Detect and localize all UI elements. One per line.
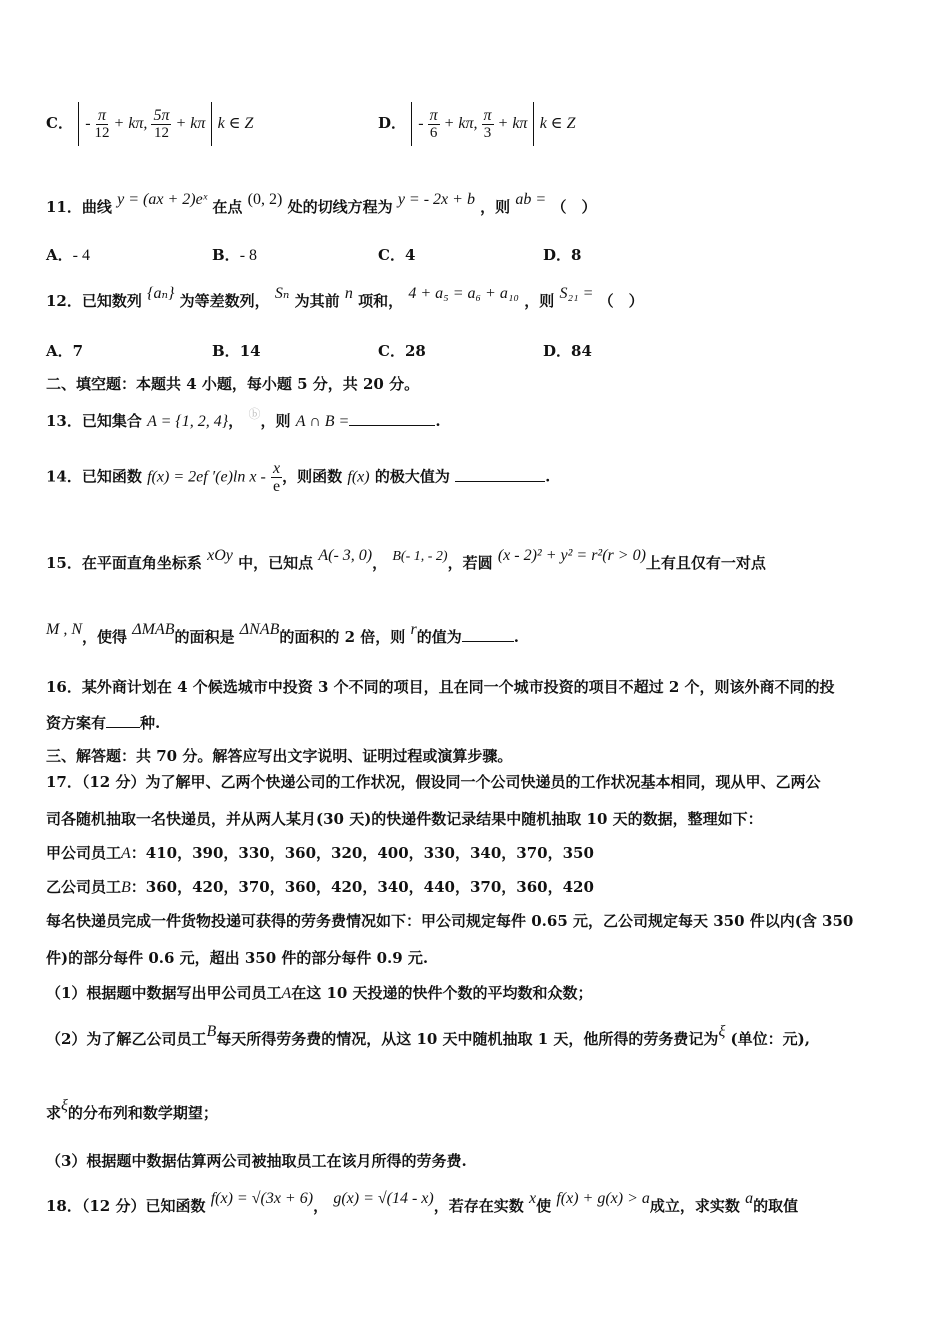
q17-p2-e: 的分布列和数学期望； bbox=[67, 1104, 218, 1122]
q17-p2-b: 每天所得劳务费的情况，从这 10 天中随机抽取 1 天，他所得的劳务费记为 bbox=[216, 1030, 719, 1048]
q18-f: f(x) = √(3x + 6) bbox=[210, 1190, 314, 1207]
q15-stem-i: 的值为 bbox=[416, 628, 462, 646]
q14-func: f(x) = 2ef ′(e)ln x - bbox=[147, 468, 266, 486]
q15-r: r bbox=[410, 621, 417, 638]
q12-cond: 4 + a₅ = a₆ + a₁₀ bbox=[408, 285, 519, 302]
q17-p2-xi: ξ bbox=[718, 1023, 726, 1040]
q11-option-d bbox=[543, 244, 581, 265]
q17-p1-b: 在这 10 天投递的快件个数的平均数和众数； bbox=[291, 984, 593, 1002]
q13-ask: A ∩ B = bbox=[295, 413, 350, 430]
q15-tri1: ΔMAB bbox=[132, 621, 175, 638]
q15-stem-f: ，使得 bbox=[82, 628, 128, 646]
q11-stem-e: （ ） bbox=[551, 198, 597, 216]
q10-d-right-num: π bbox=[483, 106, 492, 124]
q11-ask: ab = bbox=[515, 191, 547, 208]
q10-c-left-den: 12 bbox=[94, 124, 110, 141]
q13-answer-blank bbox=[349, 425, 435, 426]
q12-n: n bbox=[344, 285, 353, 302]
q17-data-yi bbox=[46, 876, 904, 897]
q10-option-c bbox=[46, 102, 253, 146]
q11-stem-c: 处的切线方程为 bbox=[287, 198, 393, 216]
q17-line1: 17．（12 分）为了解甲、乙两个快递公司的工作状况，假设同一个公司快递员的工作状况基本相同，现从甲、乙两公 bbox=[46, 773, 821, 791]
q17-p2-xi2: ξ bbox=[61, 1097, 68, 1114]
q12-stem-d: 项和， bbox=[358, 292, 404, 310]
q14-func-num: x bbox=[273, 460, 281, 477]
q14-stem-b: ，则函数 bbox=[282, 467, 343, 486]
q12-option-c bbox=[378, 340, 426, 361]
q11-option-c bbox=[378, 244, 415, 265]
q16-line2-a: 资方案有 bbox=[46, 714, 107, 732]
q13-stem-d: . bbox=[435, 412, 441, 430]
q17-p1-var: A bbox=[281, 985, 292, 1002]
q17-rule2: 件)的部分每件 0.6 元，超出 350 件的部分每件 0.9 元. bbox=[46, 949, 429, 967]
q15-stem-j: . bbox=[513, 628, 519, 646]
q15-answer-blank bbox=[462, 641, 514, 642]
q13-stem-a: 13．已知集合 bbox=[46, 412, 142, 430]
q15-stem-d: ，若圆 bbox=[447, 554, 493, 572]
q16-line2 bbox=[46, 712, 904, 733]
q12-b-label: B． bbox=[212, 342, 240, 360]
q12-stem-e: ，则 bbox=[524, 292, 555, 310]
q15-circle: (x - 2)² + y² = r²(r > 0) bbox=[497, 547, 646, 564]
q15-mn: M , N bbox=[46, 621, 82, 638]
q12-a-value: 7 bbox=[72, 342, 84, 360]
q16-answer-blank bbox=[106, 727, 140, 728]
q12-d-label: D． bbox=[543, 342, 572, 360]
q18-stem-f: 的取值 bbox=[753, 1197, 799, 1215]
q18-ineq: f(x) + g(x) > a bbox=[556, 1190, 650, 1207]
q11-b-value: - 8 bbox=[239, 247, 258, 264]
q10-d-interval: - $\frac{\pi}{6}$ + kπ, $\frac{\pi}{3}$ + kπ bbox=[411, 102, 534, 146]
section-3-heading: 三、解答题：共 70 分。解答应写出文字说明、证明过程或演算步骤。 bbox=[46, 747, 513, 765]
q11-stem bbox=[46, 191, 904, 217]
q14-stem-c: 的极大值为 bbox=[374, 467, 450, 486]
q17-line2: 司各随机抽取一名快递员，并从两人某月(30 天)的快递件数记录结果中随机抽取 10 天的数据，整理如下： bbox=[46, 810, 763, 828]
q11-point: (0, 2) bbox=[247, 191, 283, 208]
q10-c-label: C． bbox=[46, 114, 73, 132]
q11-stem-a: 11．曲线 bbox=[46, 198, 112, 216]
q18-stem-e: 成立，求实数 bbox=[649, 1197, 740, 1215]
q14-stem-d: . bbox=[545, 467, 551, 486]
q14-answer-blank bbox=[455, 481, 545, 482]
q12-sum: Sₙ bbox=[274, 285, 290, 302]
q16-line2-b: 种. bbox=[140, 714, 161, 732]
q15-stem-h: 的面积的 2 倍，则 bbox=[279, 628, 406, 646]
q14-fx: f(x) bbox=[347, 468, 370, 486]
q17-jia-var: A bbox=[121, 845, 131, 862]
q12-c-value: 28 bbox=[404, 342, 426, 360]
q12-stem-c: 为其前 bbox=[294, 292, 340, 310]
q17-part3: （3）根据题中数据估算两公司被抽取员工在该月所得的劳务费. bbox=[46, 1152, 467, 1170]
q12-d-value: 84 bbox=[571, 342, 592, 360]
q12-stem-a: 12．已知数列 bbox=[46, 292, 142, 310]
q17-p1-a: （1）根据题中数据写出甲公司员工 bbox=[46, 984, 282, 1002]
q17-p2-var: B bbox=[206, 1023, 217, 1040]
q16-line1: 16．某外商计划在 4 个候选城市中投资 3 个不同的项目，且在同一个城市投资的项目不超过 2 个，则该外商不同的投 bbox=[46, 678, 835, 696]
q15-stem-line2 bbox=[46, 621, 904, 647]
q11-d-value: 8 bbox=[571, 246, 582, 264]
q10-c-mid: + kπ, bbox=[113, 115, 148, 132]
q12-b-value: 14 bbox=[239, 342, 261, 360]
q11-stem-d: ，则 bbox=[480, 198, 511, 216]
q17-part1 bbox=[46, 982, 904, 1003]
q13-stem-b: ， bbox=[228, 412, 244, 430]
q10-d-left-num: π bbox=[429, 106, 438, 124]
q18-stem-b: ， bbox=[313, 1197, 329, 1215]
q11-stem-b: 在点 bbox=[212, 198, 243, 216]
q10-d-label: D． bbox=[378, 114, 407, 132]
q15-stem-c: ， bbox=[372, 554, 388, 572]
q12-stem-f: （ ） bbox=[598, 292, 644, 310]
q10-d-set: k ∈ Z bbox=[539, 115, 576, 132]
q15-point-a: A(- 3, 0) bbox=[318, 547, 373, 564]
q12-option-b bbox=[212, 340, 261, 361]
q11-curve: y = (ax + 2)eˣ bbox=[117, 191, 208, 208]
q17-p2-a: （2）为了解乙公司员工 bbox=[46, 1030, 207, 1048]
q13-set-b-image: ⓑ bbox=[248, 407, 261, 421]
q11-a-value: - 4 bbox=[72, 247, 90, 264]
q17-yi-label: 乙公司员工 bbox=[46, 878, 122, 896]
q11-c-label: C． bbox=[378, 246, 405, 264]
q14-func-den: e bbox=[273, 478, 281, 495]
q18-a: a bbox=[745, 1190, 754, 1207]
q17-rule1: 每名快递员完成一件货物投递可获得的劳务费情况如下：甲公司规定每件 0.65 元，乙公司规定每天 350 件以内(含 350 bbox=[46, 912, 854, 930]
q11-d-label: D． bbox=[543, 246, 572, 264]
q11-option-b bbox=[212, 244, 257, 265]
q17-yi-data: ：360，420，370，360，420，340，440，370，360，420 bbox=[130, 878, 594, 896]
q11-option-a bbox=[46, 244, 90, 265]
q17-p2-c: (单位：元), bbox=[730, 1030, 810, 1048]
q12-a-label: A． bbox=[46, 342, 73, 360]
q10-c-tail: + kπ bbox=[175, 115, 206, 132]
q18-stem-d: 使 bbox=[536, 1197, 552, 1215]
q17-part2 bbox=[46, 1023, 904, 1049]
q15-plane: xOy bbox=[207, 547, 233, 564]
q18-x: x bbox=[528, 1190, 537, 1207]
q10-c-interval: - $\frac{\pi}{12}$ + kπ, $\frac{5\pi}{12}$ + kπ bbox=[78, 102, 212, 146]
q11-c-value: 4 bbox=[404, 246, 416, 264]
q11-a-label: A． bbox=[46, 246, 73, 264]
q12-ask: S₂₁ = bbox=[559, 285, 594, 302]
q17-data-jia bbox=[46, 842, 904, 863]
q15-stem-a: 15．在平面直角坐标系 bbox=[46, 554, 202, 572]
q12-c-label: C． bbox=[378, 342, 405, 360]
q18-stem-a: 18．（12 分）已知函数 bbox=[46, 1197, 206, 1215]
q10-d-tail: + kπ bbox=[497, 115, 528, 132]
q18-stem-c: ，若存在实数 bbox=[433, 1197, 524, 1215]
q12-option-a bbox=[46, 340, 83, 361]
q13-stem bbox=[46, 407, 904, 431]
q17-jia-label: 甲公司员工 bbox=[46, 844, 122, 862]
q13-stem-c: ，则 bbox=[260, 412, 291, 430]
q12-stem bbox=[46, 285, 904, 311]
q17-p2-d: 求 bbox=[46, 1104, 62, 1122]
q17-yi-var: B bbox=[121, 879, 131, 896]
q10-d-left-den: 6 bbox=[429, 124, 438, 141]
q13-set-a: A = {1, 2, 4} bbox=[147, 413, 229, 430]
q15-stem-e: 上有且仅有一对点 bbox=[645, 554, 766, 572]
q11-b-label: B． bbox=[212, 246, 240, 264]
q12-stem-b: 为等差数列， bbox=[179, 292, 270, 310]
q15-tri2: ΔNAB bbox=[239, 621, 280, 638]
q18-g: g(x) = √(14 - x) bbox=[333, 1190, 434, 1207]
q18-stem bbox=[46, 1190, 904, 1216]
section-2-heading: 二、填空题：本题共 4 小题，每小题 5 分，共 20 分。 bbox=[46, 375, 420, 393]
q15-stem-line1 bbox=[46, 547, 904, 573]
q15-point-b: B(- 1, - 2) bbox=[392, 549, 448, 564]
q11-tangent: y = - 2x + b bbox=[397, 191, 475, 208]
q17-jia-data: ：410，390，330，360，320，400，330，340，370，350 bbox=[130, 844, 594, 862]
q14-stem-a: 14．已知函数 bbox=[46, 467, 142, 486]
q12-seq: {aₙ} bbox=[147, 285, 175, 302]
q10-c-right-num: 5π bbox=[153, 106, 170, 124]
q10-d-mid: + kπ, bbox=[443, 115, 478, 132]
q15-stem-g: 的面积是 bbox=[174, 628, 235, 646]
q17-part2-cont bbox=[46, 1097, 904, 1123]
q10-option-d bbox=[378, 102, 576, 146]
q15-stem-b: 中，已知点 bbox=[238, 554, 314, 572]
q10-c-right-den: 12 bbox=[153, 124, 169, 141]
q10-c-set: k ∈ Z bbox=[217, 115, 254, 132]
q10-c-left-num: π bbox=[98, 106, 107, 124]
q10-d-right-den: 3 bbox=[483, 124, 492, 141]
q12-option-d bbox=[543, 340, 592, 361]
q14-stem bbox=[46, 460, 904, 495]
